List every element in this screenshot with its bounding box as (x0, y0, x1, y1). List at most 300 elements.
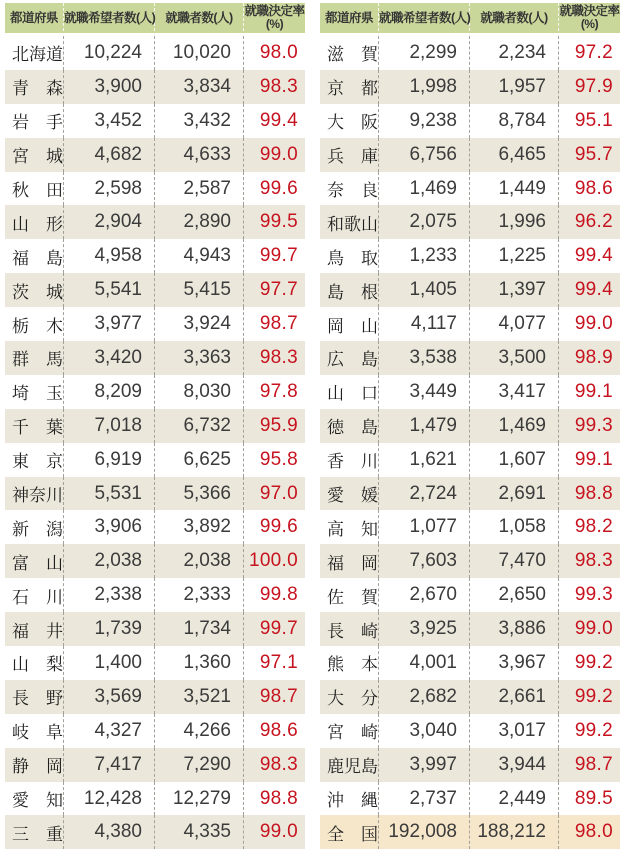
prefecture-cell (5, 544, 63, 578)
prefecture-name: 奈 良 (327, 181, 378, 200)
table-row (320, 544, 620, 578)
table-body-right (320, 36, 620, 849)
employed-cell: 4,335 (154, 815, 243, 849)
employed-cell: 3,924 (154, 307, 243, 341)
rate-cell: 99.2 (558, 646, 620, 680)
prefecture-name: 高 知 (327, 519, 378, 539)
table-row (320, 70, 620, 104)
rate-cell: 95.8 (243, 443, 305, 477)
prefecture-cell (5, 36, 63, 70)
prefecture-name: 神 奈 川 (12, 486, 63, 506)
prefecture-cell (320, 477, 378, 511)
table-row (320, 273, 620, 307)
table-row (5, 70, 305, 104)
rate-cell: 98.7 (558, 748, 620, 782)
prefecture-name: 愛 媛 (327, 486, 378, 506)
prefecture-name: 鳥 取 (327, 248, 378, 268)
prefecture-cell (320, 138, 378, 172)
seekers-cell: 3,906 (63, 510, 154, 544)
employed-cell: 5,415 (154, 273, 243, 307)
prefecture-table-right (320, 3, 620, 849)
table-row (320, 748, 620, 782)
seekers-cell: 4,682 (63, 138, 154, 172)
seekers-cell: 4,001 (378, 646, 469, 680)
header-prefecture: 都道府県 (320, 3, 378, 36)
header-employed: 就職者数(人) (469, 3, 558, 36)
prefecture-cell (5, 477, 63, 511)
employed-cell: 1,996 (469, 205, 558, 239)
prefecture-name: 鹿 児 島 (327, 757, 378, 777)
employed-cell: 1,449 (469, 172, 558, 206)
seekers-cell: 2,338 (63, 578, 154, 612)
table-row (5, 138, 305, 172)
table-row (5, 646, 305, 680)
rate-cell: 98.9 (558, 341, 620, 375)
employed-cell: 1,397 (469, 273, 558, 307)
seekers-cell: 8,209 (63, 375, 154, 409)
prefecture-name: 島 根 (327, 282, 378, 302)
seekers-cell: 1,400 (63, 646, 154, 680)
prefecture-name: 群 馬 (12, 350, 63, 370)
rate-cell: 98.6 (243, 714, 305, 748)
employed-cell: 2,890 (154, 205, 243, 239)
seekers-cell: 3,997 (378, 748, 469, 782)
seekers-cell: 9,238 (378, 104, 469, 138)
prefecture-name: 滋 賀 (327, 45, 378, 65)
prefecture-cell (320, 510, 378, 544)
prefecture-name: 福 岡 (327, 553, 378, 573)
table-row (5, 36, 305, 70)
prefecture-name: 大 阪 (327, 113, 378, 133)
rate-cell: 89.5 (558, 782, 620, 816)
seekers-cell: 2,299 (378, 36, 469, 70)
seekers-cell: 5,541 (63, 273, 154, 307)
seekers-cell: 4,380 (63, 815, 154, 849)
prefecture-name: 全 国 (327, 824, 378, 844)
table-header-right (320, 3, 620, 36)
table-row (320, 782, 620, 816)
prefecture-name: 岐 阜 (12, 723, 63, 743)
prefecture-cell (5, 782, 63, 816)
prefecture-cell (320, 341, 378, 375)
prefecture-name: 石 川 (12, 587, 63, 607)
prefecture-cell (5, 815, 63, 849)
seekers-cell: 1,739 (63, 612, 154, 646)
employed-cell: 3,886 (469, 612, 558, 646)
employed-cell: 1,957 (469, 70, 558, 104)
prefecture-cell (5, 307, 63, 341)
table-row (320, 443, 620, 477)
rate-cell: 99.2 (558, 680, 620, 714)
seekers-cell: 3,449 (378, 375, 469, 409)
table-row (5, 104, 305, 138)
prefecture-name: 北 海 道 (12, 45, 63, 65)
employed-cell: 2,661 (469, 680, 558, 714)
employed-cell: 3,892 (154, 510, 243, 544)
employed-cell: 1,469 (469, 409, 558, 443)
prefecture-name: 宮 城 (12, 147, 63, 167)
table-row (5, 172, 305, 206)
prefecture-name: 茨 城 (12, 282, 63, 302)
prefecture-name: 富 山 (12, 553, 63, 573)
table-row (320, 477, 620, 511)
seekers-cell: 2,724 (378, 477, 469, 511)
seekers-cell: 7,417 (63, 748, 154, 782)
prefecture-cell (5, 375, 63, 409)
rate-cell: 98.0 (558, 815, 620, 849)
header-employed: 就職者数(人) (154, 3, 243, 36)
prefecture-name: 広 島 (327, 350, 378, 370)
prefecture-cell (5, 341, 63, 375)
employed-cell: 5,366 (154, 477, 243, 511)
table-row (320, 714, 620, 748)
prefecture-cell (320, 205, 378, 239)
employed-cell: 3,432 (154, 104, 243, 138)
prefecture-cell (320, 104, 378, 138)
prefecture-cell (5, 646, 63, 680)
employed-cell: 3,017 (469, 714, 558, 748)
table-row (5, 205, 305, 239)
employed-cell: 3,521 (154, 680, 243, 714)
seekers-cell: 3,925 (378, 612, 469, 646)
prefecture-cell (5, 70, 63, 104)
header-seekers: 就職希望者数(人) (378, 3, 469, 36)
prefecture-name: 長 崎 (327, 621, 378, 641)
prefecture-name: 京 都 (327, 79, 378, 99)
rate-cell: 99.3 (558, 578, 620, 612)
table-row (320, 375, 620, 409)
employed-cell: 2,587 (154, 172, 243, 206)
employed-cell: 6,732 (154, 409, 243, 443)
seekers-cell: 1,233 (378, 239, 469, 273)
seekers-cell: 4,327 (63, 714, 154, 748)
employed-cell: 10,020 (154, 36, 243, 70)
prefecture-cell (5, 443, 63, 477)
table-row (5, 748, 305, 782)
prefecture-name: 徳 島 (327, 418, 378, 438)
prefecture-name: 三 重 (12, 824, 63, 844)
prefecture-name: 東 京 (12, 452, 63, 472)
employed-cell: 1,360 (154, 646, 243, 680)
seekers-cell: 1,405 (378, 273, 469, 307)
rate-cell: 97.0 (243, 477, 305, 511)
table-row (320, 205, 620, 239)
employed-cell: 2,691 (469, 477, 558, 511)
table-row (5, 544, 305, 578)
prefecture-cell (5, 510, 63, 544)
rate-cell: 98.8 (243, 782, 305, 816)
header-rate: 就職決定率 (%) (558, 3, 620, 36)
prefecture-name: 長 野 (12, 689, 63, 709)
seekers-cell: 10,224 (63, 36, 154, 70)
seekers-cell: 3,977 (63, 307, 154, 341)
table-row (5, 680, 305, 714)
prefecture-cell (5, 172, 63, 206)
prefecture-cell (320, 612, 378, 646)
employed-cell: 3,417 (469, 375, 558, 409)
seekers-cell: 7,603 (378, 544, 469, 578)
seekers-cell: 3,452 (63, 104, 154, 138)
prefecture-name: 秋 田 (12, 181, 63, 200)
table-body-left (5, 36, 305, 849)
employed-cell: 8,784 (469, 104, 558, 138)
seekers-cell: 6,919 (63, 443, 154, 477)
prefecture-name: 岩 手 (12, 113, 63, 133)
prefecture-cell (320, 748, 378, 782)
table-row (5, 714, 305, 748)
table-row (320, 680, 620, 714)
table-row (320, 172, 620, 206)
rate-cell: 99.6 (243, 510, 305, 544)
rate-cell: 98.7 (243, 680, 305, 714)
seekers-cell: 2,904 (63, 205, 154, 239)
rate-cell: 98.6 (558, 172, 620, 206)
seekers-cell: 2,737 (378, 782, 469, 816)
employed-cell: 3,967 (469, 646, 558, 680)
table-row (320, 646, 620, 680)
prefecture-cell (5, 578, 63, 612)
table-row (5, 239, 305, 273)
rate-cell: 99.1 (558, 375, 620, 409)
seekers-cell: 3,040 (378, 714, 469, 748)
rate-cell: 99.0 (243, 815, 305, 849)
rate-cell: 99.4 (243, 104, 305, 138)
prefecture-name: 熊 本 (327, 655, 378, 675)
seekers-cell: 12,428 (63, 782, 154, 816)
seekers-cell: 1,077 (378, 510, 469, 544)
seekers-cell: 4,958 (63, 239, 154, 273)
rate-cell: 97.8 (243, 375, 305, 409)
employed-cell: 4,077 (469, 307, 558, 341)
employed-cell: 8,030 (154, 375, 243, 409)
prefecture-cell (320, 714, 378, 748)
employed-cell: 3,500 (469, 341, 558, 375)
table-row (320, 612, 620, 646)
seekers-cell: 7,018 (63, 409, 154, 443)
seekers-cell: 2,670 (378, 578, 469, 612)
table-row (5, 443, 305, 477)
table-row (320, 578, 620, 612)
prefecture-cell (320, 273, 378, 307)
prefecture-cell (5, 748, 63, 782)
table-row (5, 477, 305, 511)
prefecture-name: 埼 玉 (12, 384, 63, 404)
prefecture-name: 福 島 (12, 248, 63, 268)
rate-cell: 96.2 (558, 205, 620, 239)
employed-cell: 6,625 (154, 443, 243, 477)
prefecture-cell (5, 680, 63, 714)
rate-cell: 98.8 (558, 477, 620, 511)
rate-cell: 98.2 (558, 510, 620, 544)
prefecture-table-left (5, 3, 305, 849)
table-header-left (5, 3, 305, 36)
rate-cell: 99.0 (243, 138, 305, 172)
header-seekers: 就職希望者数(人) (63, 3, 154, 36)
rate-cell: 99.0 (558, 307, 620, 341)
employed-cell: 3,834 (154, 70, 243, 104)
employed-cell: 6,465 (469, 138, 558, 172)
rate-cell: 95.7 (558, 138, 620, 172)
rate-cell: 99.7 (243, 239, 305, 273)
employed-cell: 4,266 (154, 714, 243, 748)
prefecture-name: 大 分 (327, 689, 378, 709)
prefecture-cell (320, 172, 378, 206)
prefecture-name: 宮 崎 (327, 723, 378, 743)
table-row (320, 104, 620, 138)
rate-cell: 98.0 (243, 36, 305, 70)
rate-cell: 97.7 (243, 273, 305, 307)
rate-cell: 99.8 (243, 578, 305, 612)
prefecture-name: 山 梨 (12, 655, 63, 675)
prefecture-cell (5, 714, 63, 748)
prefecture-name: 青 森 (12, 79, 63, 99)
employed-cell: 1,225 (469, 239, 558, 273)
table-row (5, 273, 305, 307)
rate-cell: 99.6 (243, 172, 305, 206)
rate-cell: 95.1 (558, 104, 620, 138)
seekers-cell: 3,900 (63, 70, 154, 104)
rate-cell: 99.1 (558, 443, 620, 477)
rate-cell: 98.7 (243, 307, 305, 341)
rate-cell: 98.3 (243, 748, 305, 782)
prefecture-name: 千 葉 (12, 418, 63, 438)
prefecture-name: 静 岡 (12, 757, 63, 777)
employed-cell: 12,279 (154, 782, 243, 816)
seekers-cell: 2,075 (378, 205, 469, 239)
table-row (320, 341, 620, 375)
prefecture-cell (320, 239, 378, 273)
prefecture-cell (5, 239, 63, 273)
rate-cell: 98.3 (558, 544, 620, 578)
seekers-cell: 3,538 (378, 341, 469, 375)
total-row (320, 815, 620, 849)
prefecture-name: 新 潟 (12, 519, 63, 539)
employed-cell: 2,650 (469, 578, 558, 612)
table-row (320, 307, 620, 341)
prefecture-cell (5, 205, 63, 239)
prefecture-cell (5, 612, 63, 646)
employed-cell: 4,633 (154, 138, 243, 172)
rate-cell: 100.0 (243, 544, 305, 578)
header-prefecture: 都道府県 (5, 3, 63, 36)
rate-cell: 95.9 (243, 409, 305, 443)
employed-cell: 2,449 (469, 782, 558, 816)
rate-cell: 98.3 (243, 70, 305, 104)
employed-cell: 1,607 (469, 443, 558, 477)
prefecture-name: 香 川 (327, 452, 378, 472)
rate-cell: 98.3 (243, 341, 305, 375)
employed-cell: 3,363 (154, 341, 243, 375)
seekers-cell: 192,008 (378, 815, 469, 849)
employed-cell: 1,734 (154, 612, 243, 646)
prefecture-cell (320, 70, 378, 104)
seekers-cell: 5,531 (63, 477, 154, 511)
table-row (5, 375, 305, 409)
rate-cell: 99.5 (243, 205, 305, 239)
rate-cell: 97.2 (558, 36, 620, 70)
table-row (5, 578, 305, 612)
prefecture-cell (320, 443, 378, 477)
prefecture-cell (320, 680, 378, 714)
prefecture-cell (5, 273, 63, 307)
header-rate: 就職決定率 (%) (243, 3, 305, 36)
employed-cell: 3,944 (469, 748, 558, 782)
table-row (320, 409, 620, 443)
rate-cell: 99.4 (558, 273, 620, 307)
rate-cell: 97.9 (558, 70, 620, 104)
table-row (320, 239, 620, 273)
table-row (5, 341, 305, 375)
table-row (5, 815, 305, 849)
employed-cell: 4,943 (154, 239, 243, 273)
employed-cell: 188,212 (469, 815, 558, 849)
employed-cell: 7,470 (469, 544, 558, 578)
prefecture-name: 福 井 (12, 621, 63, 641)
table-row (320, 510, 620, 544)
table-row (5, 409, 305, 443)
seekers-cell: 3,569 (63, 680, 154, 714)
seekers-cell: 2,038 (63, 544, 154, 578)
prefecture-name: 栃 木 (12, 316, 63, 336)
employed-cell: 7,290 (154, 748, 243, 782)
seekers-cell: 2,598 (63, 172, 154, 206)
seekers-cell: 3,420 (63, 341, 154, 375)
table-row (5, 612, 305, 646)
prefecture-name: 山 口 (327, 384, 378, 404)
prefecture-cell (320, 782, 378, 816)
prefecture-cell (320, 578, 378, 612)
table-row (5, 782, 305, 816)
seekers-cell: 2,682 (378, 680, 469, 714)
employed-cell: 2,333 (154, 578, 243, 612)
seekers-cell: 4,117 (378, 307, 469, 341)
seekers-cell: 1,479 (378, 409, 469, 443)
rate-cell: 99.4 (558, 239, 620, 273)
prefecture-name: 佐 賀 (327, 587, 378, 607)
rate-cell: 99.7 (243, 612, 305, 646)
seekers-cell: 1,621 (378, 443, 469, 477)
rate-cell: 97.1 (243, 646, 305, 680)
prefecture-cell (5, 104, 63, 138)
prefecture-cell (320, 646, 378, 680)
rate-cell: 99.2 (558, 714, 620, 748)
employed-cell: 2,038 (154, 544, 243, 578)
prefecture-cell (5, 409, 63, 443)
prefecture-cell (320, 409, 378, 443)
prefecture-name: 岡 山 (327, 316, 378, 336)
table-row (5, 510, 305, 544)
seekers-cell: 1,469 (378, 172, 469, 206)
prefecture-cell (320, 307, 378, 341)
table-row (320, 36, 620, 70)
table-row (320, 138, 620, 172)
prefecture-name: 愛 知 (12, 791, 63, 811)
prefecture-cell (320, 36, 378, 70)
employed-cell: 1,058 (469, 510, 558, 544)
prefecture-name: 和 歌 山 (327, 214, 378, 234)
prefecture-cell (320, 375, 378, 409)
seekers-cell: 6,756 (378, 138, 469, 172)
table-row (5, 307, 305, 341)
prefecture-cell (5, 138, 63, 172)
prefecture-cell (320, 544, 378, 578)
employed-cell: 2,234 (469, 36, 558, 70)
rate-cell: 99.0 (558, 612, 620, 646)
prefecture-cell (320, 815, 378, 849)
prefecture-name: 沖 縄 (327, 791, 378, 811)
rate-cell: 99.3 (558, 409, 620, 443)
prefecture-name: 山 形 (12, 214, 63, 234)
